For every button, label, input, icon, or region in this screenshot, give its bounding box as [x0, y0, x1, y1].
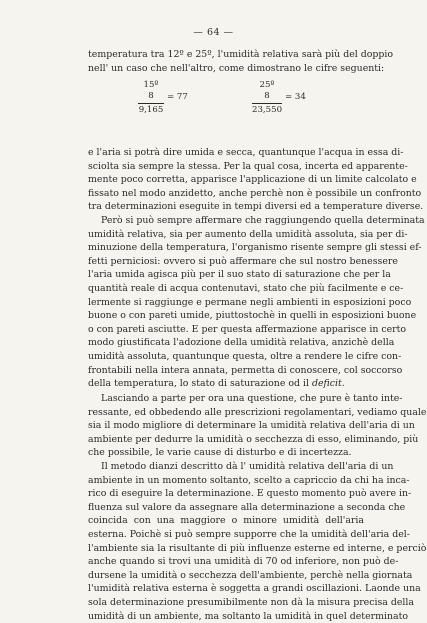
paragraph-4: [88, 392, 427, 460]
text-line: nell' un caso che nell'altro, come dimostrano le cifre seguenti:: [88, 62, 385, 74]
text-line: sola determinazione presumibilmente non dà la misura precisa della: [88, 596, 414, 608]
text-line: l'umidità relativa esterna è soggetta a grandi oscillazioni. Laonde una: [88, 583, 421, 595]
text-line: fetti perniciosi: ovvero si può affermare che sul nostro benessere: [88, 255, 398, 267]
text-line: rico di eseguire la determinazione. E questo momento può avere in-: [88, 488, 412, 500]
text-line: umidità assoluta, quantunque questa, oltre a rendere le cifre con-: [88, 350, 402, 362]
text-line: temperatura tra 12º e 25º, l'umidità relativa sarà più del doppio: [88, 49, 394, 60]
text-line: ressante, ed obbedendo alle prescrizioni regolamentari, vediamo quale: [88, 406, 427, 418]
text-line: ambiente per dedurre la umidità o secchezza di esso, eliminando, più: [88, 433, 419, 445]
text-line: minuzione della temperatura, l'organismo risente sempre gli stessi ef-: [88, 242, 422, 254]
calc-left-mid: 8: [148, 91, 154, 101]
text-line: esterna. Poichè si può sempre supporre che la umidità dell'aria del-: [88, 528, 410, 540]
calc-left: [138, 80, 188, 116]
calc-right-bottom: 23,550: [252, 105, 283, 115]
italic-term: deficit.: [311, 378, 345, 390]
text-line: tra determinazioni eseguite in tempi diversi ed a temperature diverse.: [88, 201, 424, 213]
text-line: frontabili nella intera annata, permetta di conoscere, col soccorso: [88, 364, 403, 376]
text-line: sia il modo migliore di determinare la umidità relativa dell'aria di un: [88, 420, 415, 432]
text-segment: della temperatura, lo stato di saturazione od il: [88, 378, 309, 390]
text-line: Però si può sempre affermare che raggiungendo quella determinata: [101, 215, 425, 226]
text-line: [88, 377, 364, 391]
text-line: l'aria umida agisca più per il suo stato di saturazione che per la: [88, 269, 391, 281]
text-line: l'ambiente sia la risultante di più influenze esterne ed interne, e perciò: [88, 542, 427, 554]
text-line: lermente si raggiunge e permane negli ambienti in esposizioni poco: [88, 296, 412, 308]
paragraph-5: [88, 460, 427, 623]
text-line: ambiente in un momento soltanto, scelto a capriccio da chi ha inca-: [88, 474, 410, 486]
text-line: fissato nel modo anzidetto, anche perchè non è possibile un confronto: [88, 187, 422, 199]
calc-right-top: 25º: [259, 80, 275, 90]
calc-right: [252, 80, 306, 116]
calc-left-bottom: 9,165: [138, 105, 164, 115]
text-line: fluenza sul valore da assegnare alla determinazione a seconda che: [88, 501, 406, 513]
calc-left-result: = 77: [167, 92, 188, 102]
text-line: che possibile, le varie cause di disturbo e di incertezza.: [88, 447, 352, 459]
paragraph-3: [88, 214, 425, 391]
text-line: buone o con pareti umide, piuttostochè in quelli in esposizioni buone: [88, 310, 417, 322]
text-line: modo giustificata l'adozione della umidità relativa, anzichè della: [88, 337, 395, 349]
text-line: e l'aria si potrà dire umida e secca, quantunque l'acqua in essa di-: [88, 147, 404, 158]
text-line: quantità reale di acqua contenutavi, stato che più facilmente e ce-: [88, 282, 404, 294]
text-line: sciolta sia sempre la stessa. Per la qual cosa, incerta ed apparente-: [88, 160, 408, 172]
calc-left-top: 15º: [143, 80, 159, 90]
calc-right-result: = 34: [285, 92, 306, 102]
text-line: anche quando si trovi una umidità di 70 od inferiore, non può de-: [88, 556, 399, 568]
text-line: Lasciando a parte per ora una questione, che pure è tanto inte-: [101, 393, 403, 404]
calc-right-mid: 8: [264, 91, 270, 101]
text-line: o con pareti asciutte. E per questa affermazione apparisce in certo: [88, 323, 407, 335]
text-line: Il metodo dianzi descritto dà l' umidità relativa dell'aria di un: [101, 461, 394, 472]
paragraph-1: [88, 48, 394, 75]
text-line: umidità relativa, sia per aumento della umidità assoluta, sia per di-: [88, 228, 408, 240]
text-line: dursene la umidità o secchezza dell'ambiente, perchè nella giornata: [88, 569, 413, 581]
paragraph-2: [88, 146, 424, 214]
text-line: mente poco corretta, apparisce l'applicazione di un limite calcolato e: [88, 174, 417, 186]
page-number: — 64 —: [193, 27, 234, 38]
text-line: umidità di un ambiente, ma soltanto la umidità in quel determinato: [88, 610, 409, 622]
text-line: coincida con una maggiore o minore umidità dell'aria: [88, 515, 364, 527]
